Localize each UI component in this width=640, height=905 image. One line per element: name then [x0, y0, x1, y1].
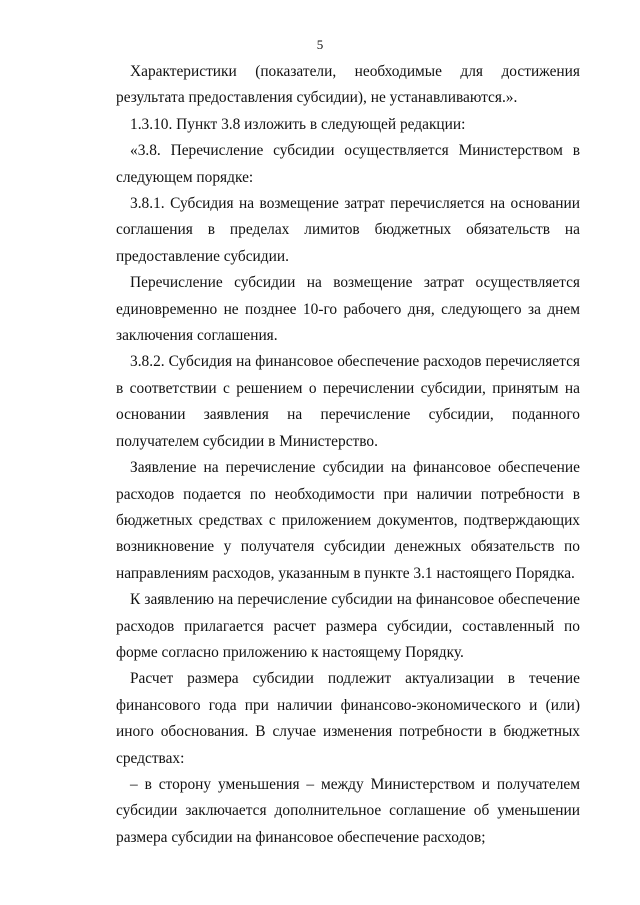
paragraph-3-8-1: 3.8.1. Субсидия на возмещение затрат перечисляется на основании соглашения в пределах лимитов бюджетных обязательств на предоставление субсидии. — [116, 195, 580, 265]
paragraph-decrease: – в сторону уменьшения – между Министерством и получателем субсидии заключается дополнительное соглашение об уменьшении размера субсидии на финансовое обеспечение расходов; — [116, 775, 580, 846]
page-number: 5 — [316, 37, 324, 52]
paragraph-application: Заявление на перечисление субсидии на финансовое обеспечение расходов подается по необходимости при наличии потребности в бюджетных средствах с приложением документов, подтверждающих возникновение у получателя субсидии денежных обязательств по направлениям расходов, указанным в пункте 3.1 настоящего Порядка. — [116, 459, 580, 582]
paragraph-1-3-10: 1.3.10. Пункт 3.8 изложить в следующей редакции: — [130, 115, 466, 133]
paragraph-calculation-attached: К заявлению на перечисление субсидии на финансовое обеспечение расходов прилагается расчет размера субсидии, составленный по форме согласно приложению к настоящему Порядку. — [116, 591, 580, 661]
paragraph-calculation-update: Расчет размера субсидии подлежит актуализации в течение финансового года при наличии финансово-экономического и (или) иного обоснования. В случае изменения потребности в бюджетных средствах: — [116, 670, 580, 767]
paragraph-3-8-2: 3.8.2. Субсидия на финансовое обеспечение расходов перечисляется в соответствии с решением о перечислении субсидии, принятым на основании заявления на перечисление субсидии, поданного получателем субсидии в Министерство. — [116, 353, 580, 450]
paragraph-3-8: «3.8. Перечисление субсидии осуществляется Министерством в следующем порядке: — [116, 142, 580, 186]
document-body — [116, 59, 580, 851]
paragraph-characteristics: Характеристики (показатели, необходимые для достижения результата предоставления субсидии), не устанавливаются.». — [116, 63, 580, 107]
paragraph-transfer-reimbursement: Перечисление субсидии на возмещение затрат осуществляется единовременно не позднее 10-го рабочего дня, следующего за днем заключения соглашения. — [116, 274, 580, 345]
